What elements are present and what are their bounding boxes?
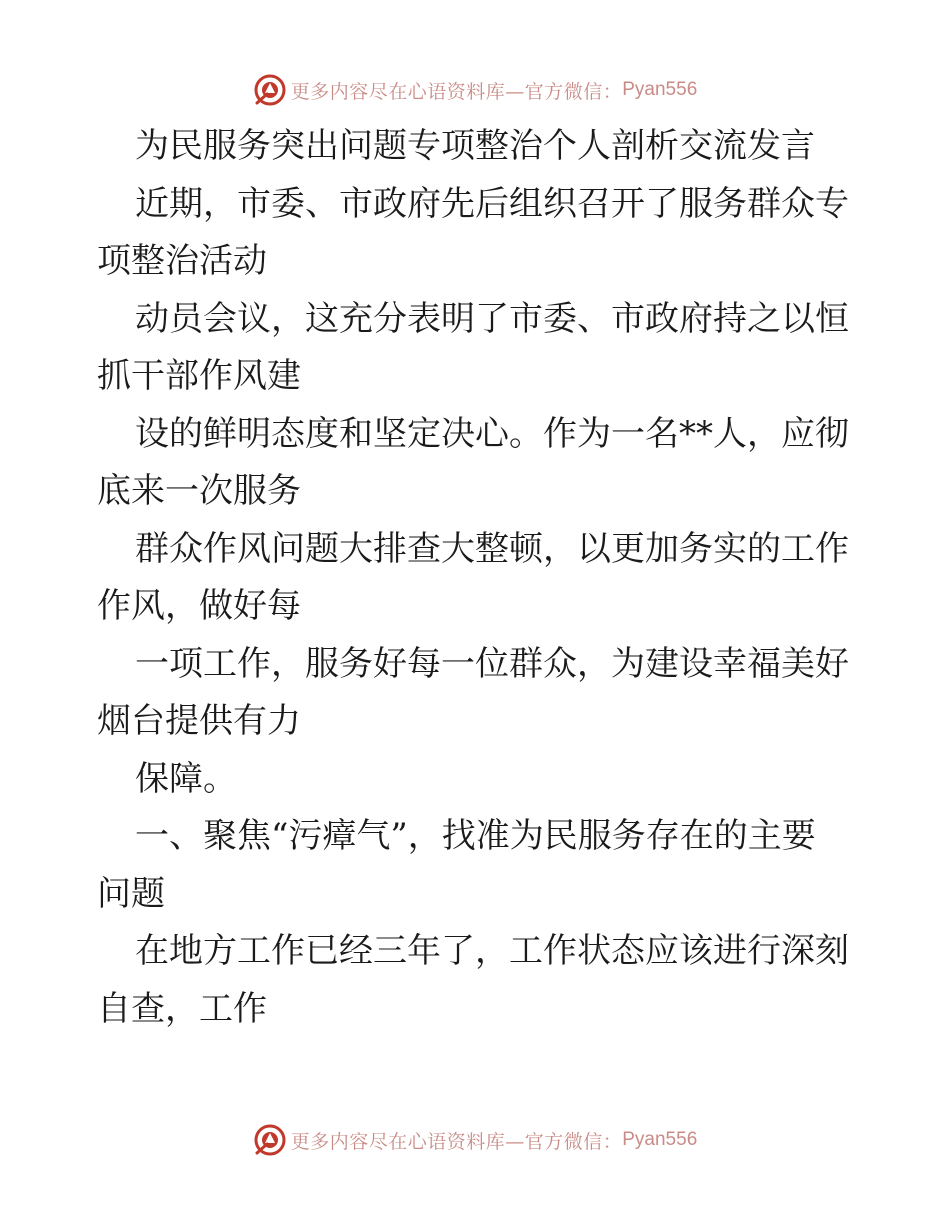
watermark-wechat-id: Pyan556 <box>622 79 698 100</box>
text-line: 底来一次服务 <box>97 471 301 511</box>
watermark-text: 更多内容尽在心语资料库—官方微信： <box>290 1130 623 1153</box>
text-line: 自查，工作 <box>97 988 267 1029</box>
text-line: 一项工作，服务好每一位群众，为建设幸福美好 <box>135 643 849 684</box>
text-line: 问题 <box>97 873 165 914</box>
footer-watermark <box>0 1120 950 1160</box>
watermark-text: 更多内容尽在心语资料库—官方微信： <box>290 80 623 103</box>
text-line: 设的鲜明态度和坚定决心。作为一名**人，应彻 <box>135 413 849 454</box>
text-line: 项整治活动 <box>97 241 267 281</box>
text-line: 近期，市委、市政府先后组织召开了服务群众专 <box>135 183 849 224</box>
text-line: 保障。 <box>135 758 237 799</box>
text-line: 在地方工作已经三年了，工作状态应该进行深刻 <box>135 931 849 971</box>
wechat-seal-icon <box>253 1123 287 1157</box>
text-line: 抓干部作风建 <box>97 356 301 396</box>
text-line: 一、聚焦“污瘴气”，找准为民服务存在的主要 <box>135 816 816 856</box>
text-line: 为民服务突出问题专项整治个人剖析交流发言 <box>135 126 815 166</box>
text-line: 群众作风问题大排查大整顿，以更加务实的工作 <box>135 528 849 569</box>
document-body <box>97 118 857 1038</box>
wechat-seal-icon <box>253 73 287 107</box>
header-watermark <box>0 70 950 110</box>
text-line: 烟台提供有力 <box>97 701 301 741</box>
watermark-wechat-id: Pyan556 <box>622 1129 698 1150</box>
text-line: 动员会议，这充分表明了市委、市政府持之以恒 <box>135 298 849 339</box>
text-line: 作风，做好每 <box>97 586 301 626</box>
